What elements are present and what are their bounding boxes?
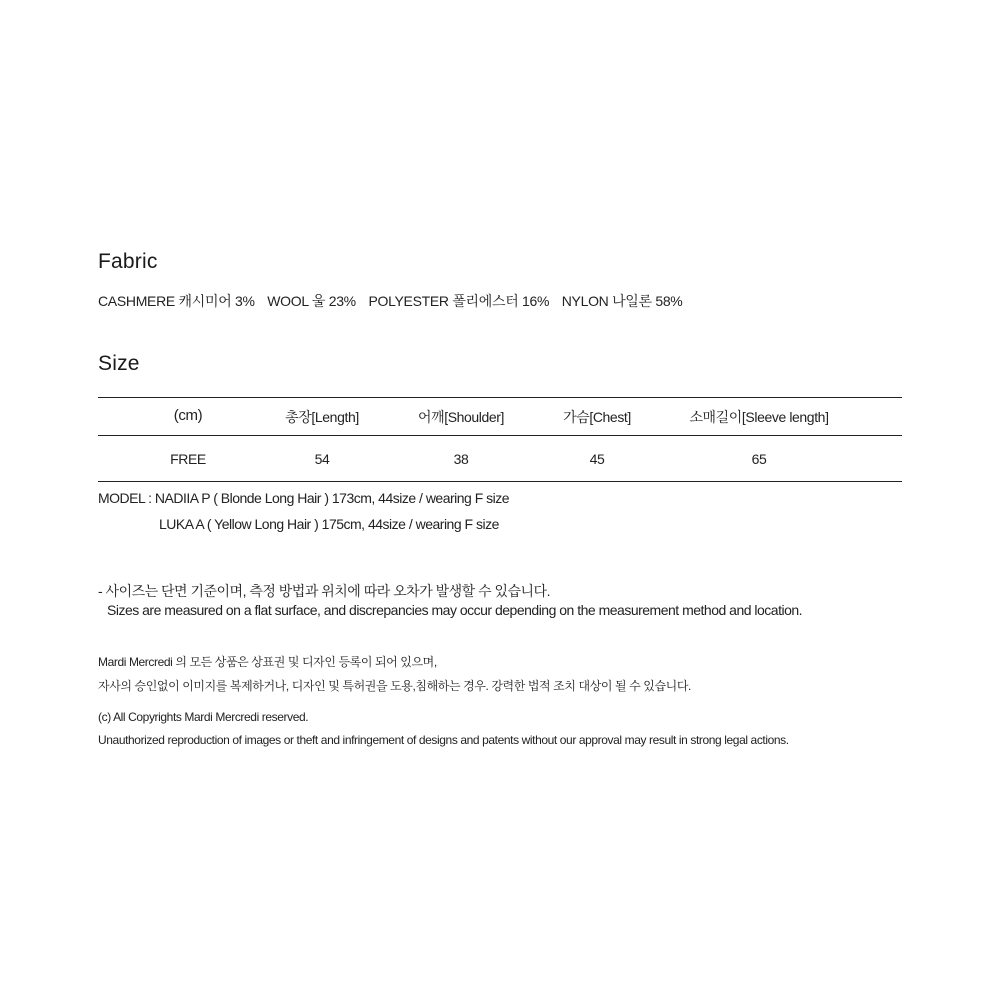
fabric-heading: Fabric (98, 250, 158, 273)
fabric-composition (98, 291, 691, 311)
table-bottom-rule (98, 481, 902, 482)
row-sleeve-value: 65 (751, 451, 767, 467)
copyright-korean-1: Mardi Mercredi 의 모든 상품은 상표권 및 디자인 등록이 되어 있으며, (98, 655, 437, 669)
measurement-note-english: Sizes are measured on a flat surface, and discrepancies may occur depending on the measurement method and location. (107, 602, 803, 618)
fabric-item-wool: WOOL 울 23% (267, 293, 356, 309)
fabric-item-nylon: NYLON 나일론 58% (561, 293, 683, 309)
copyright-english-2: Unauthorized reproduction of images or theft and infringement of designs and patents without our approval may result in strong legal actions. (98, 733, 789, 747)
row-chest-value: 45 (589, 451, 605, 467)
table-header-rule (98, 435, 902, 436)
fabric-item-polyester: POLYESTER 폴리에스터 16% (368, 293, 550, 309)
fabric-item-cashmere: CASHMERE 캐시미어 3% (98, 293, 255, 309)
model-info-2: LUKA A ( Yellow Long Hair ) 175cm, 44size / wearing F size (159, 516, 499, 532)
row-shoulder-value: 38 (453, 451, 469, 467)
copyright-korean-2: 자사의 승인없이 이미지를 복제하거나, 디자인 및 특허권을 도용,침해하는 경우. 강력한 법적 조치 대상이 될 수 있습니다. (98, 679, 691, 693)
header-unit: (cm) (173, 407, 203, 424)
header-chest: 가슴[Chest] (563, 409, 631, 425)
header-sleeve-length: 소매길이[Sleeve length] (689, 409, 829, 425)
row-length-value: 54 (314, 451, 330, 467)
row-size-label: FREE (170, 451, 206, 467)
copyright-english-1: (c) All Copyrights Mardi Mercredi reserved. (98, 710, 309, 724)
table-top-rule (98, 397, 902, 398)
size-heading: Size (98, 352, 140, 375)
model-info-1: MODEL : NADIIA P ( Blonde Long Hair ) 173cm, 44size / wearing F size (98, 490, 510, 506)
header-length: 총장[Length] (285, 409, 359, 425)
header-shoulder: 어깨[Shoulder] (417, 409, 505, 425)
measurement-note-korean: - 사이즈는 단면 기준이며, 측정 방법과 위치에 따라 오차가 발생할 수 있습니다. (98, 583, 550, 599)
